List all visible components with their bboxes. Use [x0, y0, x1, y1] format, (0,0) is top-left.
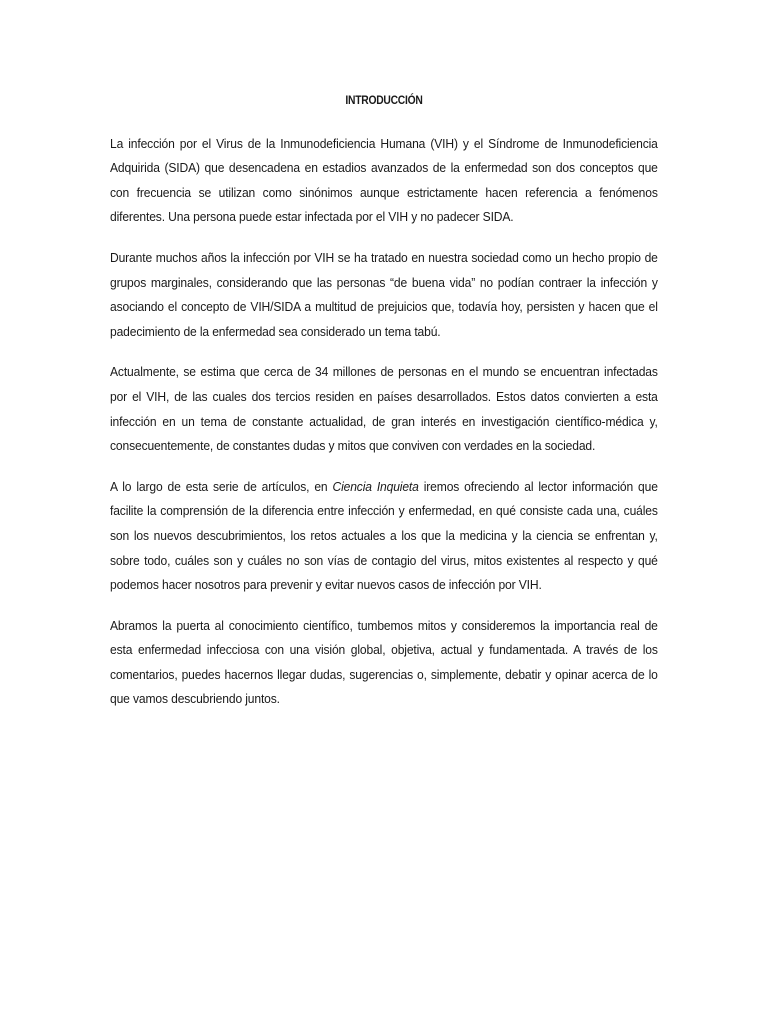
paragraph-3: Actualmente, se estima que cerca de 34 millones de personas en el mundo se encuentran infectadas por el VIH, de las cuales dos tercios residen en países desarrollados. Estos datos convierten a esta infección en un tema de constante actualidad, de gran interés en investigación científico-médica y, consecuentemente, de constantes dudas y mitos que conviven con verdades en la sociedad. [110, 364, 658, 454]
paragraph-2: Durante muchos años la infección por VIH se ha tratado en nuestra sociedad como un hecho propio de grupos marginales, considerando que las personas “de buena vida” no podían contraer la infección y asociando el concepto de VIH/SIDA a multitud de prejuicios que, todavía hoy, persisten y hacen que el padecimiento de la enfermedad sea considerado un tema tabú. [110, 249, 658, 339]
document-title: INTRODUCCIÓN [345, 93, 423, 107]
paragraph-5: Abramos la puerta al conocimiento científico, tumbemos mitos y consideremos la importancia real de esta enfermedad infecciosa con una visión global, objetiva, actual y fundamentada. A través de los comentarios, puedes hacernos llegar dudas, sugerencias o, simplemente, debatir y opinar acerca de lo que vamos descubriendo juntos. [110, 617, 658, 707]
document-body [110, 88, 658, 728]
paragraph-4 [110, 475, 658, 598]
paragraph-4-text-before: A lo largo de esta serie de artículos, en [110, 478, 333, 494]
paragraph-1: La infección por el Virus de la Inmunodeficiencia Humana (VIH) y el Síndrome de Inmunodeficiencia Adquirida (SIDA) que desencadena en estadios avanzados de la enfermedad son dos conceptos que con frecuencia se utilizan como sinónimos aunque estrictamente hacen referencia a fenómenos diferentes. Una persona puede estar infectada por el VIH y no padecer SIDA. [110, 135, 658, 225]
paragraph-4-text-after: iremos ofreciendo al lector información que facilite la comprensión de la diferencia entre infección y enfermedad, en qué consiste cada una, cuáles son los nuevos descubrimientos, los retos actuales a los que la medicina y la ciencia se enfrentan y, sobre todo, cuáles son y cuáles no son vías de contagio del virus, mitos existentes al respecto y qué podemos hacer nosotros para prevenir y evitar nuevos casos de infección por VIH. [110, 478, 658, 593]
publication-name: Ciencia Inquieta [332, 478, 419, 494]
